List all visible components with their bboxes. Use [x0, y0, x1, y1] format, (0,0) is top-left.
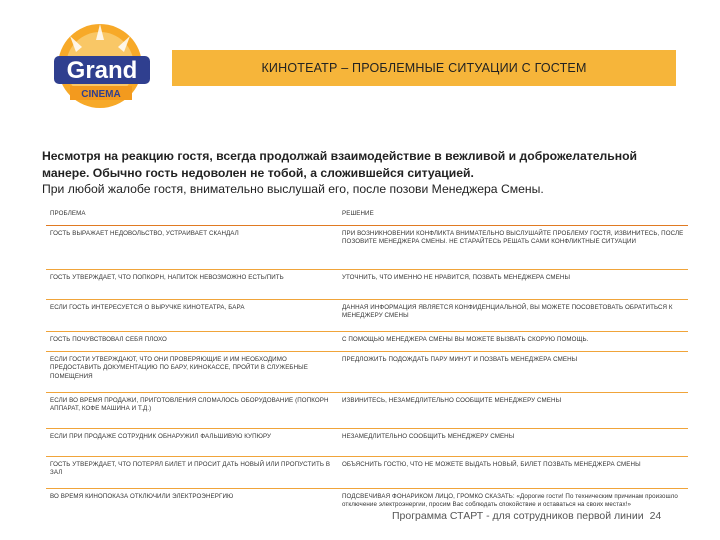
solution-cell: ПОДСВЕЧИВАЯ ФОНАРИКОМ ЛИЦО, ГРОМКО СКАЗАТЬ: «Дорогие гости! По техническим причинам произошло отключение электроэнергии, просим Вас соблюдать спокойствие и оставаться на своих местах!» [342, 492, 678, 509]
header-solution: РЕШЕНИЕ [338, 204, 688, 225]
table-row [46, 351, 688, 392]
page-number: 24 [649, 510, 662, 522]
footer [392, 510, 661, 522]
logo-cinema-text: CINEMA [81, 89, 121, 100]
solution-cell: ИЗВИНИТЕСЬ, НЕЗАМЕДЛИТЕЛЬНО СООБЩИТЕ МЕНЕДЖЕРУ СМЕНЫ [338, 392, 688, 428]
table-row [46, 392, 688, 428]
logo-grand-text: Grand [66, 57, 138, 84]
header-problem: ПРОБЛЕМА [46, 204, 338, 225]
table-row [46, 269, 688, 299]
solution-cell: ДАННАЯ ИНФОРМАЦИЯ ЯВЛЯЕТСЯ КОНФИДЕНЦИАЛЬНОЙ, ВЫ МОЖЕТЕ ПОСОВЕТОВАТЬ ОБРАТИТЬСЯ К МЕНЕДЖЕРУ СМЕНЫ [338, 299, 688, 331]
solution-cell: НЕЗАМЕДЛИТЕЛЬНО СООБЩИТЬ МЕНЕДЖЕРУ СМЕНЫ [338, 428, 688, 456]
solution-cell: С ПОМОЩЬЮ МЕНЕДЖЕРА СМЕНЫ ВЫ МОЖЕТЕ ВЫЗВАТЬ СКОРУЮ ПОМОЩЬ. [338, 331, 688, 351]
problem-cell: ВО ВРЕМЯ КИНОПОКАЗА ОТКЛЮЧИЛИ ЭЛЕКТРОЭНЕРГИЮ [50, 492, 234, 500]
intro-normal-text: При любой жалобе гостя, внимательно выслушай его, после позови Менеджера Смены. [42, 182, 544, 196]
problem-cell: ЕСЛИ ГОСТЬ ИНТЕРЕСУЕТСЯ О ВЫРУЧКЕ КИНОТЕАТРА, БАРА [46, 299, 338, 331]
table-row [46, 331, 688, 351]
intro-bold-text: Несмотря на реакцию гостя, всегда продолжай взаимодействие в вежливой и доброжелательной манере. Обычно гость недоволен не тобой, а сложившейся ситуацией. [42, 149, 638, 180]
problem-cell: ЕСЛИ ГОСТИ УТВЕРЖДАЮТ, ЧТО ОНИ ПРОВЕРЯЮЩИЕ И ИМ НЕОБХОДИМО ПРЕДОСТАВИТЬ ДОКУМЕНТАЦИЮ ПО БАРУ, КИНОКАССЕ, ПРОЙТИ В СЛУЖЕБНЫЕ ПОМЕЩЕНИЯ [46, 351, 338, 392]
intro-text [42, 148, 682, 198]
problem-cell: ЕСЛИ ВО ВРЕМЯ ПРОДАЖИ, ПРИГОТОВЛЕНИЯ СЛОМАЛОСЬ ОБОРУДОВАНИЕ (ПОПКОРН АППАРАТ, КОФЕ МАШИНА И Т.Д.) [46, 392, 338, 428]
problem-cell: ГОСТЬ ВЫРАЖАЕТ НЕДОВОЛЬСТВО, УСТРАИВАЕТ СКАНДАЛ [46, 225, 338, 269]
problem-cell: ЕСЛИ ПРИ ПРОДАЖЕ СОТРУДНИК ОБНАРУЖИЛ ФАЛЬШИВУЮ КУПЮРУ [46, 428, 338, 456]
table-row [46, 299, 688, 331]
grand-cinema-logo [48, 22, 158, 120]
solution-cell: УТОЧНИТЬ, ЧТО ИМЕННО НЕ НРАВИТСЯ, ПОЗВАТЬ МЕНЕДЖЕРА СМЕНЫ [338, 269, 688, 299]
table-row [46, 428, 688, 456]
problem-cell: ГОСТЬ УТВЕРЖДАЕТ, ЧТО ПОТЕРЯЛ БИЛЕТ И ПРОСИТ ДАТЬ НОВЫЙ ИЛИ ПРОПУСТИТЬ В ЗАЛ [46, 456, 338, 488]
problem-cell: ГОСТЬ ПОЧУВСТВОВАЛ СЕБЯ ПЛОХО [46, 331, 338, 351]
table-row [46, 456, 688, 488]
table-header-row [46, 204, 688, 225]
solution-cell: ПРИ ВОЗНИКНОВЕНИИ КОНФЛИКТА ВНИМАТЕЛЬНО ВЫСЛУШАЙТЕ ПРОБЛЕМУ ГОСТЯ, ИЗВИНИТЕСЬ, ПОСЛЕ ПОЗОВИТЕ МЕНЕДЖЕРА СМЕНЫ. НЕ СТАРАЙТЕСЬ РЕШАТЬ САМИ КОНФЛИКТНЫЕ СИТУАЦИИ [338, 225, 688, 269]
header-bar [172, 50, 676, 86]
solution-cell: ПРЕДЛОЖИТЬ ПОДОЖДАТЬ ПАРУ МИНУТ И ПОЗВАТЬ МЕНЕДЖЕРА СМЕНЫ [338, 351, 688, 392]
problems-table [46, 204, 688, 514]
problem-cell: ГОСТЬ УТВЕРЖДАЕТ, ЧТО ПОПКОРН, НАПИТОК НЕВОЗМОЖНО ЕСТЬ/ПИТЬ [46, 269, 338, 299]
footer-text: Программа СТАРТ - для сотрудников первой линии [392, 510, 644, 522]
solution-cell: ОБЪЯСНИТЬ ГОСТЮ, ЧТО НЕ МОЖЕТЕ ВЫДАТЬ НОВЫЙ, БИЛЕТ ПОЗВАТЬ МЕНЕДЖЕРА СМЕНЫ [338, 456, 688, 488]
page-title: КИНОТЕАТР – ПРОБЛЕМНЫЕ СИТУАЦИИ С ГОСТЕМ [261, 61, 587, 75]
table-row [46, 225, 688, 269]
